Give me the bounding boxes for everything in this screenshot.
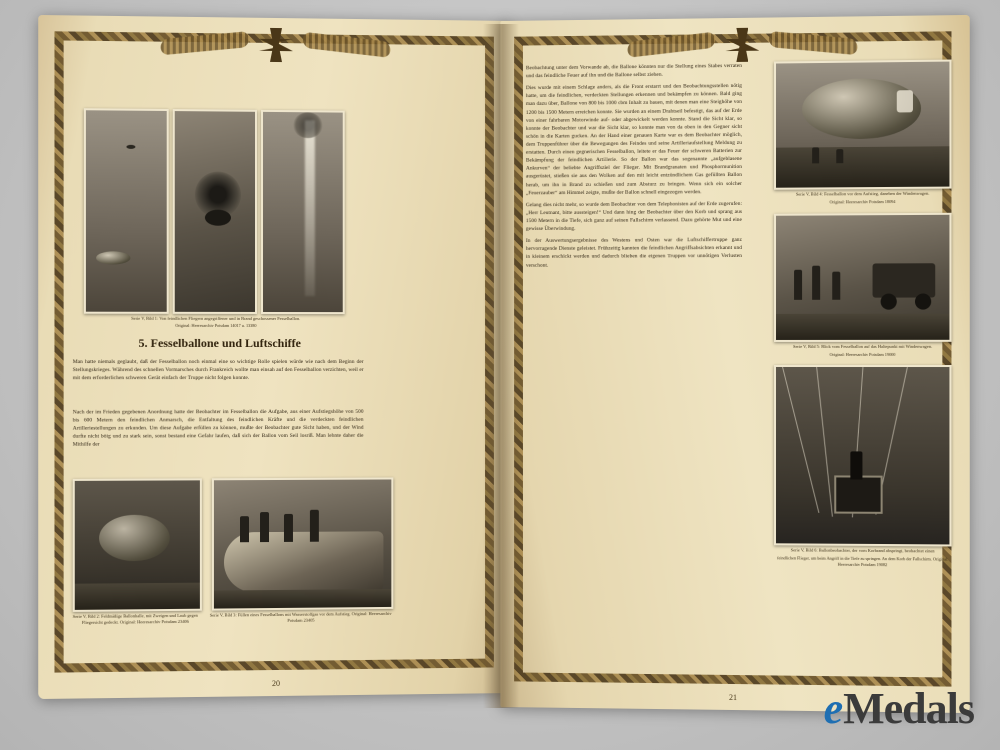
right-photo-column [774, 60, 951, 569]
wing-right-icon-right [769, 31, 857, 55]
crew-with-winch-truck-caption-1: Serie V, Bild 5: Blick vom Fesselballon auf das Haltepunkt mit Windenwagen. [793, 343, 933, 349]
wing-left-icon-right [628, 32, 715, 58]
right-page-number: 21 [729, 692, 737, 703]
observer-leaving-basket-photo [774, 365, 951, 546]
watermark-text: Medals [843, 684, 974, 733]
crew-with-winch-truck-caption-2: Original: Heeresarchiv Potsdam 19000 [829, 351, 896, 357]
right-paragraph-1: Beobachtung unter dem Vorwande ab, die Ballone könnten nur die Stellung eines Stabes verraten und das feindliche Feuer auf ihn und die Ballone selbst ziehen. [525, 62, 742, 80]
right-paragraph-2: Dies wurde mit einem Schlage anders, als die Front erstarrt und den Beobachtungsstellen nötig hatte, um die feindlichen, verdeckten Stellungen erkennen und bekämpfen zu können. Bald ging man dazu über, Ballone von 800 bis 1000 cbm Inhalt zu bauen, mit denen man eine Steighöhe von 1200 bis 1500 Metern erreichen konnte. Sie wurden an einem Drahtseil befestigt, das auf der Erde von einer fahrbaren Motorwinde auf- oder abgewickelt werden konnte. Stand die Sicht klar, so konnte der Beobachter und war die Sicht klar, so konnte man von da oben in den Gegner sicht schön in die Karten gucken. An der Hand einer genauen Karte war es dem Beobachter möglich, dem Truppenführer über die Bewegungen des Feindes und seine Artilleriaufstellung Meldung zu erstatten. Durch einen gegnerischen Fesselballon, leitete er das Feuer der schweren Batterien zur Bekämpfung der feindlichen Artillerie. So der Ballon war das sogenannte „aufgeblasene Ankurven“ der beliebte Angriffsziel der Flieger. Mit Brandgranaten und Phosphormunition ausgerüstet, stießen sie aus den Wolken auf den mit leicht entzündlichem Gas gefüllten Ballon herab, um ihn in Brand zu schießen und zum Absturz zu bringen. Wenn sich ein solcher „Feuerzauber“ am Himmel zeigte, mußte der Ballon schnell eingezogen werden. [525, 83, 742, 196]
wing-right-icon [303, 32, 390, 58]
watermark [824, 683, 974, 734]
balloon-with-wind-wagon-caption-2: Original: Heeresarchiv Potsdam 18094 [829, 198, 896, 205]
observer-leaving-basket-caption-1: Serie V, Bild 6: Ballonbeobachter, der vom Korbrand abspringt, beobachtet einen [790, 547, 935, 554]
balloon-in-flight-photo [84, 108, 169, 314]
observer-leaving-basket-caption-2: feindlichen Flieger, um beim Angriff in die Tiefe zu springen. An dem Korb der Fallschirm. Original: Heeresarchiv Potsdam 19082 [777, 555, 949, 567]
balloon-in-forest-caption: Serie V, Bild 2: Feldmäßige Ballonhalle, mit Zweigen und Laub gegen Fliegersicht gedeckt. Original: Heeresarchiv Potsdam 23406 [72, 612, 198, 625]
left-page-number: 20 [272, 678, 280, 689]
top-photo-caption-line1: Serie V, Bild 1: Von feindlichen Fliegern angegriffener und in Brand geschossener Fesselballon. [131, 315, 301, 322]
balloon-filling-crew-caption: Serie V, Bild 3: Füllen eines Fesselballons mit Wasserstoffgas vor dem Aufstieg. Original: Heeresarchiv Potsdam 23405 [209, 610, 392, 623]
left-paragraph-1: Man hatte niemals geglaubt, daß der Fesselballon noch einmal eine so wichtige Rolle spielen würde wie nach dem Beginn der Stellungskrieges. Während des schnellen Vormarsches durch Frankreich wollte man einsah auf den Fesselballon verzichten, weil er mit dem erforderlichen schweren Gerät einfach der Truppe nicht folgen konnte. [72, 358, 364, 382]
top-photo-caption-line2: Original: Heeresarchiv Potsdam 14017 u. 13380 [175, 322, 257, 328]
right-paragraph-4: In der Auswertungsergebnisse des Westens und Osten war die Luftschiffertruppe ganz hervorragende Dienste geleistet. Frühzeitig kannten die feindlichen Angriffsabsichten erkannt und in kleinem erschickt werden und dadurch blieben die eigenen Truppen vor unnötigen Verlusten verschont. [525, 237, 742, 269]
open-book [28, 18, 972, 710]
balloon-filling-crew-photo [212, 477, 393, 610]
left-page [38, 15, 509, 699]
crew-with-winch-truck-photo [774, 212, 951, 341]
balloon-with-wind-wagon-photo [774, 60, 951, 190]
balloon-with-wind-wagon-caption-1: Serie V, Bild 4: Fesselballon vor dem Aufstieg, daneben der Windenwagen. [795, 190, 930, 197]
iron-cross-icon-right [725, 28, 759, 62]
smoke-trail-photo [261, 110, 345, 314]
iron-cross-icon [259, 28, 293, 62]
right-page [500, 15, 969, 713]
right-paragraph-3: Gelang dies nicht mehr, so wurde dem Beobachter von dem Telephonisten auf der Erde zugerufen: „Herr Leutnant, bitte aussteigen!“ Und dann hing der Beobachter über den Korb und sprang aus 1500 Metern in die Tiefe, sich ganz auf seinen Fallschirm verlassend. Dazu gehörte Mut und eine gewisse Überwindung. [525, 200, 742, 233]
watermark-prefix: e [823, 684, 843, 733]
balloon-in-forest-photo [73, 478, 202, 612]
right-text-column [526, 62, 742, 632]
balloon-burning-photo [173, 109, 257, 314]
top-photo-strip [84, 108, 345, 314]
iron-cross-ornament-left [161, 23, 391, 68]
left-paragraph-2: Nach der im Frieden gegebenen Anordnung hatte der Beobachter im Fesselballon die Aufgabe, aus einer Aufstiegshöhe von 500 bis 600 Metern den feindlichen Anmarsch, die Entfaltung des feindlichen Kräfte und die verdeckten feindlichen Artilleriestellungen zu erkunden. Um diese Aufgabe erfüllen zu können, mußte der Beobachter gute Sicht haben, und der Wind durfte nicht böig und zu stark sein, sonst bestand eine Gefahr laufen, daß sich der Ballon vom Seil losriß. Man lehnte daher die Mithilfe der [72, 408, 364, 449]
section-heading: 5. Fesselballone und Luftschiffe [138, 335, 301, 351]
wing-left-icon [161, 31, 249, 55]
